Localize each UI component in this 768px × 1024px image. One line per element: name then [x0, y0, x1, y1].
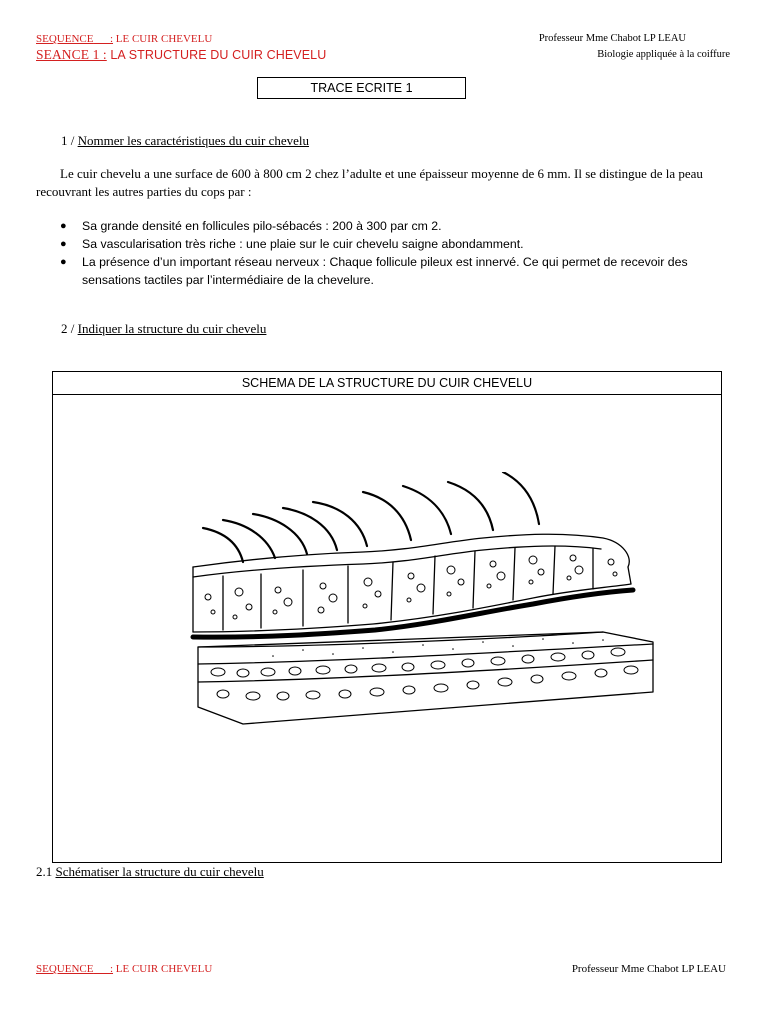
list-item: ● Sa vascularisation très riche : une plaie sur le cuir chevelu saigne abondamment. — [60, 237, 524, 251]
list-item: ● Sa grande densité en follicules pilo-sébacés : 200 à 300 par cm 2. — [60, 219, 442, 233]
bullet-icon: ● — [60, 220, 67, 232]
sequence-title: LE CUIR CHEVELU — [113, 33, 213, 45]
footer-teacher: Professeur Mme Chabot LP LEAU — [571, 963, 726, 975]
footer-sequence: SEQUENCE : LE CUIR CHEVELU — [36, 963, 213, 975]
trace-ecrite-box: TRACE ECRITE 1 — [257, 77, 466, 99]
section1-bullet-list — [60, 217, 710, 289]
seance-title: LA STRUCTURE DU CUIR CHEVELU — [106, 48, 327, 62]
header-subject: Biologie appliquée à la coiffure — [597, 49, 730, 60]
section1-paragraph: Le cuir chevelu a une surface de 600 à 800 cm 2 chez l’adulte et une épaisseur moyenne de 6 mm. Il se distingue de la peau recouvrant les autres parties du cops par : — [36, 166, 703, 199]
list-item: ● La présence d’un important réseau nerveux : Chaque follicule pileux est innervé. Ce qui permet de recevoir des sensations tactiles par l’intermédiaire de la chevelure. — [60, 255, 688, 287]
section21-heading: 2.1 Schématiser la structure du cuir chevelu — [36, 864, 264, 879]
sequence-label: SEQUENCE — [36, 33, 94, 45]
header-seance — [36, 47, 326, 63]
schema-frame — [52, 371, 722, 863]
schema-title: SCHEMA DE LA STRUCTURE DU CUIR CHEVELU — [53, 372, 721, 395]
section1-heading: 1 / Nommer les caractéristiques du cuir chevelu — [61, 133, 310, 148]
seance-label: SEANCE 1 : — [36, 47, 107, 62]
section2-heading: 2 / Indiquer la structure du cuir chevelu — [61, 321, 267, 336]
bullet-icon: ● — [60, 256, 67, 268]
scalp-structure-illustration — [183, 472, 663, 732]
header-teacher: Professeur Mme Chabot LP LEAU — [538, 33, 686, 44]
header-sequence: SEQUENCE : LE CUIR CHEVELU — [36, 33, 213, 45]
bullet-icon: ● — [60, 238, 67, 250]
